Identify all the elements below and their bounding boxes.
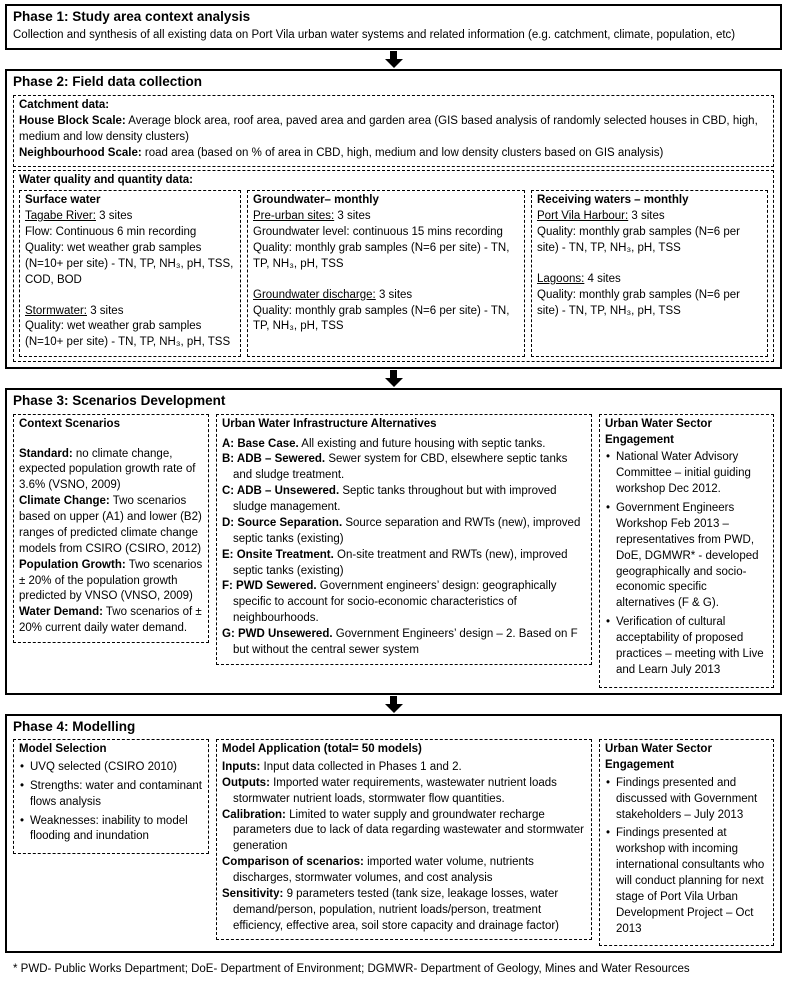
catchment-item-label: House Block Scale: bbox=[19, 114, 126, 127]
site-name: Stormwater: bbox=[25, 304, 87, 317]
footnote: * PWD- Public Works Department; DoE- Department of Environment; DGMWR- Department of Geology, Mines and Water Resources bbox=[13, 963, 690, 976]
flow-arrow-3 bbox=[5, 695, 782, 714]
scenario-label: Population Growth: bbox=[19, 558, 126, 571]
site-name: Lagoons: bbox=[537, 272, 585, 285]
down-arrow-icon bbox=[385, 51, 403, 68]
model-selection-bullet: • Strengths: water and contaminant flows analysis bbox=[19, 779, 203, 811]
model-application-sensitivity bbox=[222, 887, 586, 935]
phase-2-title: Phase 2: Field data collection bbox=[13, 74, 203, 90]
phase-1-title: Phase 1: Study area context analysis bbox=[13, 9, 251, 24]
sector-engagement-column-phase4 bbox=[599, 739, 774, 946]
catchment-item-neighbourhood bbox=[19, 146, 768, 162]
alternative-label: E: Onsite Treatment. bbox=[222, 548, 334, 561]
scenario-text: Two scenarios based on upper (A1) and lower (B2) ranges of predicted climate change models from CSIRO (CSIRO, 2012) bbox=[19, 495, 202, 555]
application-text: Limited to water supply and groundwater recharge parameters due to lack of data regarding wastewater and stormwater generation bbox=[233, 808, 584, 853]
model-selection-column bbox=[13, 739, 209, 854]
site-count: 4 sites bbox=[587, 272, 621, 285]
scenario-label: Water Demand: bbox=[19, 606, 103, 619]
alternative-label: B: ADB – Sewered. bbox=[222, 453, 326, 466]
infrastructure-alternatives-title: Urban Water Infrastructure Alternatives bbox=[222, 417, 437, 430]
alternative-c bbox=[222, 484, 586, 516]
flow-arrow-1 bbox=[5, 50, 782, 69]
phase-3-columns bbox=[13, 414, 774, 688]
water-section-pre-urban bbox=[253, 209, 519, 272]
alternative-text: Government Engineers’ design – 2. Based on F but without the central sewer system bbox=[233, 627, 578, 656]
site-count: 3 sites bbox=[378, 288, 413, 301]
site-count: 3 sites bbox=[337, 210, 371, 223]
engagement-bullet: • Verification of cultural acceptability of proposed practices – meeting with Live and Learn July 2013 bbox=[605, 615, 768, 678]
phase-1-box bbox=[5, 4, 782, 50]
alternative-label: C: ADB – Unsewered. bbox=[222, 485, 340, 498]
catchment-item-text: road area (based on % of area in CBD, high, medium and low density clusters based on GIS analysis) bbox=[144, 146, 664, 159]
surface-water-column bbox=[19, 190, 241, 357]
down-arrow-icon bbox=[385, 696, 403, 713]
groundwater-header: Groundwater– monthly bbox=[253, 194, 379, 207]
scenario-climate-change bbox=[19, 494, 203, 557]
flow-arrow-2 bbox=[5, 369, 782, 388]
site-line bbox=[537, 209, 762, 225]
context-scenarios-column bbox=[13, 414, 209, 643]
water-section-tagabe-river bbox=[25, 209, 235, 288]
water-section-port-vila-harbour bbox=[537, 209, 762, 257]
alternative-label: D: Source Separation. bbox=[222, 516, 343, 529]
model-selection-bullet: • UVQ selected (CSIRO 2010) bbox=[19, 760, 203, 776]
groundwater-column bbox=[247, 190, 525, 357]
site-line bbox=[253, 209, 519, 225]
arrow-head bbox=[385, 59, 403, 68]
application-label: Sensitivity: bbox=[222, 887, 284, 900]
measurement-line: Quality: wet weather grab samples (N=10+ per site) - TN, TP, NH₃, pH, TSS, COD, BOD bbox=[25, 241, 234, 286]
alternative-text: Septic tanks throughout but with improved sludge management. bbox=[233, 485, 557, 514]
water-quality-quantity-box bbox=[13, 170, 774, 363]
catchment-item-text: Average block area, roof area, paved area and garden area (GIS based analysis of randomly selected houses in CBD, high, medium and low density clusters) bbox=[19, 114, 758, 143]
catchment-data-title: Catchment data: bbox=[19, 99, 110, 112]
alternative-e bbox=[222, 548, 586, 580]
site-count: 3 sites bbox=[631, 210, 665, 223]
model-application-outputs bbox=[222, 776, 586, 808]
catchment-item-house-block bbox=[19, 114, 768, 146]
measurement-line: Quality: monthly grab samples (N=6 per site) - TN, TP, NH₃, pH, TSS bbox=[537, 288, 740, 317]
measurement-line: Quality: monthly grab samples (N=6 per site) - TN, TP, NH₃, pH, TSS bbox=[537, 226, 740, 254]
application-text: imported water volume, nutrients discharges, stormwater volumes, and cost analysis bbox=[233, 856, 534, 885]
site-name: Pre-urban sites: bbox=[253, 210, 335, 223]
alternative-text: Sewer system for CBD, elsewhere septic tanks and sludge treatment. bbox=[233, 453, 568, 482]
scenario-label: Standard: bbox=[19, 447, 73, 460]
site-name: Port Vila Harbour: bbox=[537, 210, 629, 223]
alternative-b bbox=[222, 452, 586, 484]
infrastructure-alternatives-column bbox=[216, 414, 592, 665]
model-application-inputs bbox=[222, 760, 586, 776]
phase-4-title: Phase 4: Modelling bbox=[13, 718, 136, 734]
catchment-data-box bbox=[13, 95, 774, 166]
arrow-stem bbox=[390, 370, 397, 378]
catchment-item-label: Neighbourhood Scale: bbox=[19, 146, 142, 159]
model-application-calibration bbox=[222, 808, 586, 856]
alternative-d bbox=[222, 516, 586, 548]
arrow-stem bbox=[390, 51, 397, 59]
alternative-g bbox=[222, 627, 586, 659]
scenario-population-growth bbox=[19, 558, 203, 606]
application-text: Input data collected in Phases 1 and 2. bbox=[263, 761, 462, 773]
application-label: Calibration: bbox=[222, 808, 286, 821]
site-count: 3 sites bbox=[90, 304, 124, 317]
measurement-line: Quality: monthly grab samples (N=6 per site) - TN, TP, NH₃, pH, TSS bbox=[253, 304, 510, 333]
site-line bbox=[25, 209, 235, 225]
arrow-stem bbox=[390, 696, 397, 704]
arrow-head bbox=[385, 378, 403, 387]
water-columns bbox=[19, 190, 768, 357]
engagement-bullet: • National Water Advisory Committee – initial guiding workshop Dec 2012. bbox=[605, 450, 768, 498]
measurement-line: Quality: monthly grab samples (N=6 per site) - TN, TP, NH₃, pH, TSS bbox=[253, 241, 510, 270]
site-line bbox=[537, 272, 762, 288]
site-line bbox=[25, 304, 235, 320]
measurement-line: Flow: Continuous 6 min recording bbox=[25, 226, 197, 239]
scenario-text: no climate change, expected population growth rate of 3.6% (VSNO, 2009) bbox=[19, 447, 196, 492]
alternative-text: Source separation and RWTs (new), improved septic tanks (existing) bbox=[233, 516, 581, 545]
sector-engagement-title: Urban Water Sector Engagement bbox=[605, 743, 712, 771]
water-section-groundwater-discharge bbox=[253, 288, 519, 336]
site-name: Tagabe River: bbox=[25, 210, 96, 223]
water-section-lagoons bbox=[537, 272, 762, 320]
model-application-column bbox=[216, 739, 592, 940]
scenario-water-demand bbox=[19, 605, 203, 637]
measurement-line: Groundwater level: continuous 15 mins recording bbox=[253, 226, 503, 239]
application-label: Outputs: bbox=[222, 776, 270, 789]
scenario-text: Two scenarios ± 20% of the population growth predicted by VNSO (VNSO, 2009) bbox=[19, 558, 203, 603]
down-arrow-icon bbox=[385, 370, 403, 387]
scenario-text: Two scenarios of ± 20% current daily water demand. bbox=[19, 606, 202, 635]
measurement-line: Quality: wet weather grab samples (N=10+ per site) - TN, TP, NH₃, pH, TSS bbox=[25, 320, 231, 349]
arrow-head bbox=[385, 704, 403, 713]
application-label: Inputs: bbox=[222, 761, 261, 773]
model-application-title: Model Application (total= 50 models) bbox=[222, 743, 422, 756]
scenario-standard bbox=[19, 447, 203, 495]
receiving-waters-column bbox=[531, 190, 768, 357]
phase-3-title: Phase 3: Scenarios Development bbox=[13, 393, 226, 409]
phase-2-box bbox=[5, 69, 782, 369]
phase-3-box bbox=[5, 388, 782, 694]
surface-water-header: Surface water bbox=[25, 194, 101, 207]
sector-engagement-column-phase3 bbox=[599, 414, 774, 688]
receiving-waters-header: Receiving waters – monthly bbox=[537, 194, 689, 207]
alternative-text: Government engineers’ design: geographically specific to account for socio-economic characteristics of neighbourhoods. bbox=[233, 580, 557, 625]
phase-1-body: Collection and synthesis of all existing data on Port Vila urban water systems and related information (e.g. catchment, climate, population, etc) bbox=[13, 28, 736, 41]
scenario-label: Climate Change: bbox=[19, 495, 110, 508]
alternative-a bbox=[222, 437, 586, 453]
engagement-bullet: • Findings presented at workshop with incoming international consultants who will conduct planning for next stage of Port Vila Urban Development Project – Oct 2013 bbox=[605, 826, 768, 937]
sector-engagement-title: Urban Water Sector Engagement bbox=[605, 417, 712, 446]
site-count: 3 sites bbox=[99, 210, 133, 223]
model-application-comparison bbox=[222, 855, 586, 887]
model-selection-bullet: • Weaknesses: inability to model flooding and inundation bbox=[19, 814, 203, 846]
alternative-label: A: Base Case. bbox=[222, 437, 299, 450]
context-scenarios-title: Context Scenarios bbox=[19, 417, 120, 430]
water-section-stormwater bbox=[25, 304, 235, 352]
application-label: Comparison of scenarios: bbox=[222, 856, 364, 869]
alternative-text: On-site treatment and RWTs (new), improved septic tanks (existing) bbox=[233, 548, 568, 577]
model-selection-title: Model Selection bbox=[19, 743, 107, 756]
phase-4-columns bbox=[13, 739, 774, 946]
alternative-label: G: PWD Unsewered. bbox=[222, 627, 333, 640]
water-quality-quantity-title: Water quality and quantity data: bbox=[19, 173, 194, 186]
site-line bbox=[253, 288, 519, 304]
alternative-text: All existing and future housing with septic tanks. bbox=[301, 437, 546, 450]
engagement-bullet: • Government Engineers Workshop Feb 2013 – representatives from PWD, DoE, DGMWR* - developed geographically and socio-economic specific alternatives (F & G). bbox=[605, 501, 768, 612]
alternative-label: F: PWD Sewered. bbox=[222, 580, 317, 593]
application-text: Imported water requirements, wastewater nutrient loads stormwater nutrient loads, stormwater flow quantities. bbox=[233, 776, 557, 805]
phase-4-box bbox=[5, 714, 782, 954]
alternative-f bbox=[222, 579, 586, 627]
site-name: Groundwater discharge: bbox=[253, 288, 376, 301]
engagement-bullet: • Findings presented and discussed with Government stakeholders – July 2013 bbox=[605, 776, 768, 824]
application-text: 9 parameters tested (tank size, leakage losses, water demand/person, population, nutrient loads/person, treatment efficiency, effective area, soil store capacity and drainage factor) bbox=[233, 887, 560, 932]
